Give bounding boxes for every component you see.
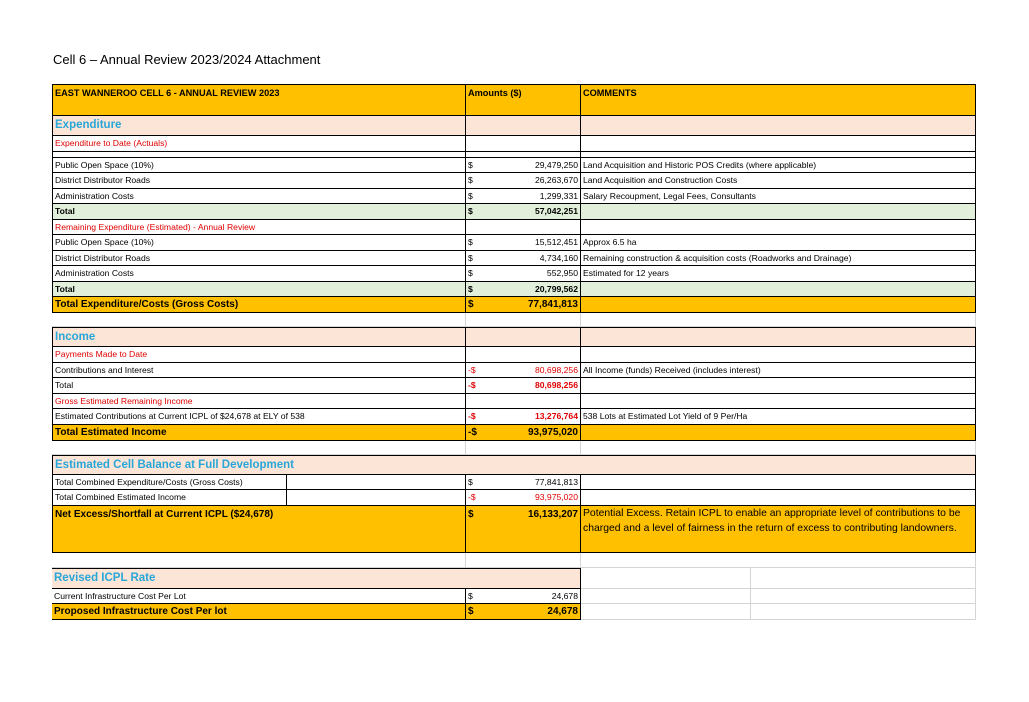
subsection-row bbox=[52, 136, 976, 152]
net-label: Net Excess/Shortfall at Current ICPL ($24,678) bbox=[52, 506, 466, 553]
income-section-row bbox=[52, 327, 976, 347]
total-amount: -$ 80,698,256 bbox=[466, 378, 581, 394]
expenditure-heading: Expenditure bbox=[52, 116, 466, 136]
net-amount: $ 16,133,207 bbox=[466, 506, 581, 553]
payments-label: Payments Made to Date bbox=[52, 347, 466, 363]
table-row bbox=[52, 235, 976, 251]
table-row bbox=[52, 158, 976, 174]
table-row bbox=[52, 251, 976, 267]
row-amount: -$ 80,698,256 bbox=[466, 363, 581, 379]
total-amount: $ 57,042,251 bbox=[466, 204, 581, 220]
remaining-income-label: Gross Estimated Remaining Income bbox=[52, 394, 466, 410]
grand-total-row bbox=[52, 604, 976, 620]
table-row bbox=[52, 173, 976, 189]
table-row bbox=[52, 363, 976, 379]
expenditure-section-row bbox=[52, 116, 976, 136]
total-row bbox=[52, 378, 976, 394]
row-amount: $ 1,299,331 bbox=[466, 189, 581, 205]
spacer-row bbox=[52, 313, 976, 327]
row-comment: Land Acquisition and Historic POS Credits (where applicable) bbox=[581, 158, 976, 174]
row-comment: 538 Lots at Estimated Lot Yield of 9 Per/Ha bbox=[581, 409, 976, 425]
row-amount: $ 4,734,160 bbox=[466, 251, 581, 267]
row-label: Total Combined Estimated Income bbox=[52, 490, 466, 506]
row-comment: All Income (funds) Received (includes interest) bbox=[581, 363, 976, 379]
grand-total-row bbox=[52, 297, 976, 313]
row-comment: Salary Recoupment, Legal Fees, Consultants bbox=[581, 189, 976, 205]
row-label: Current Infrastructure Cost Per Lot bbox=[52, 589, 466, 605]
row-label: Administration Costs bbox=[52, 189, 466, 205]
grand-total-amount: $ 77,841,813 bbox=[466, 297, 581, 313]
total-row bbox=[52, 282, 976, 298]
row-label: Public Open Space (10%) bbox=[52, 158, 466, 174]
icpl-heading: Revised ICPL Rate bbox=[52, 568, 581, 589]
row-label: Estimated Contributions at Current ICPL of $24,678 at ELY of 538 bbox=[52, 409, 466, 425]
table-row bbox=[52, 409, 976, 425]
table-row bbox=[52, 475, 976, 491]
income-heading: Income bbox=[52, 327, 466, 347]
total-label: Total bbox=[52, 204, 466, 220]
remaining-label: Remaining Expenditure (Estimated) - Annual Review bbox=[52, 220, 466, 236]
row-amount: $ 15,512,451 bbox=[466, 235, 581, 251]
subsection-row bbox=[52, 220, 976, 236]
grand-total-label: Proposed Infrastructure Cost Per lot bbox=[52, 604, 466, 620]
row-amount: -$ 13,276,764 bbox=[466, 409, 581, 425]
table-row bbox=[52, 490, 976, 506]
row-label: Contributions and Interest bbox=[52, 363, 466, 379]
document-title: Cell 6 – Annual Review 2023/2024 Attachment bbox=[53, 52, 321, 67]
table-row bbox=[52, 266, 976, 282]
row-amount: $ 552,950 bbox=[466, 266, 581, 282]
row-amount: $ 26,263,670 bbox=[466, 173, 581, 189]
icpl-section-row bbox=[52, 568, 976, 589]
grand-total-label: Total Estimated Income bbox=[52, 425, 466, 441]
balance-section-row bbox=[52, 455, 976, 475]
header-amounts: Amounts ($) bbox=[466, 84, 581, 116]
spacer-row bbox=[52, 441, 976, 455]
row-comment: Approx 6.5 ha bbox=[581, 235, 976, 251]
row-label: District Distributor Roads bbox=[52, 173, 466, 189]
actuals-label: Expenditure to Date (Actuals) bbox=[52, 136, 466, 152]
row-label: Total Combined Expenditure/Costs (Gross Costs) bbox=[52, 475, 466, 491]
table-header bbox=[52, 84, 976, 116]
review-spreadsheet bbox=[52, 84, 976, 620]
total-label: Total bbox=[52, 282, 466, 298]
net-excess-row bbox=[52, 506, 976, 553]
spacer-row bbox=[52, 553, 976, 568]
row-amount: $ 29,479,250 bbox=[466, 158, 581, 174]
total-row bbox=[52, 204, 976, 220]
header-comments: COMMENTS bbox=[581, 84, 976, 116]
grand-total-label: Total Expenditure/Costs (Gross Costs) bbox=[52, 297, 466, 313]
total-label: Total bbox=[52, 378, 466, 394]
table-row bbox=[52, 589, 976, 605]
table-row bbox=[52, 189, 976, 205]
row-comment: Estimated for 12 years bbox=[581, 266, 976, 282]
subsection-row bbox=[52, 394, 976, 410]
grand-total-amount: $ 24,678 bbox=[466, 604, 581, 620]
header-title: EAST WANNEROO CELL 6 - ANNUAL REVIEW 2023 bbox=[52, 84, 466, 116]
row-label: Public Open Space (10%) bbox=[52, 235, 466, 251]
total-amount: $ 20,799,562 bbox=[466, 282, 581, 298]
row-label: District Distributor Roads bbox=[52, 251, 466, 267]
row-amount: -$ 93,975,020 bbox=[466, 490, 581, 506]
grand-total-amount: -$ 93,975,020 bbox=[466, 425, 581, 441]
row-comment: Land Acquisition and Construction Costs bbox=[581, 173, 976, 189]
row-comment: Remaining construction & acquisition costs (Roadworks and Drainage) bbox=[581, 251, 976, 267]
row-label: Administration Costs bbox=[52, 266, 466, 282]
grand-total-row bbox=[52, 425, 976, 441]
subsection-row bbox=[52, 347, 976, 363]
row-amount: $ 24,678 bbox=[466, 589, 581, 605]
net-comment: Potential Excess. Retain ICPL to enable an appropriate level of contributions to be charged and a level of fairness in the return of excess to contributing landowners. bbox=[581, 506, 976, 553]
row-amount: $ 77,841,813 bbox=[466, 475, 581, 491]
balance-heading: Estimated Cell Balance at Full Development bbox=[52, 455, 976, 475]
